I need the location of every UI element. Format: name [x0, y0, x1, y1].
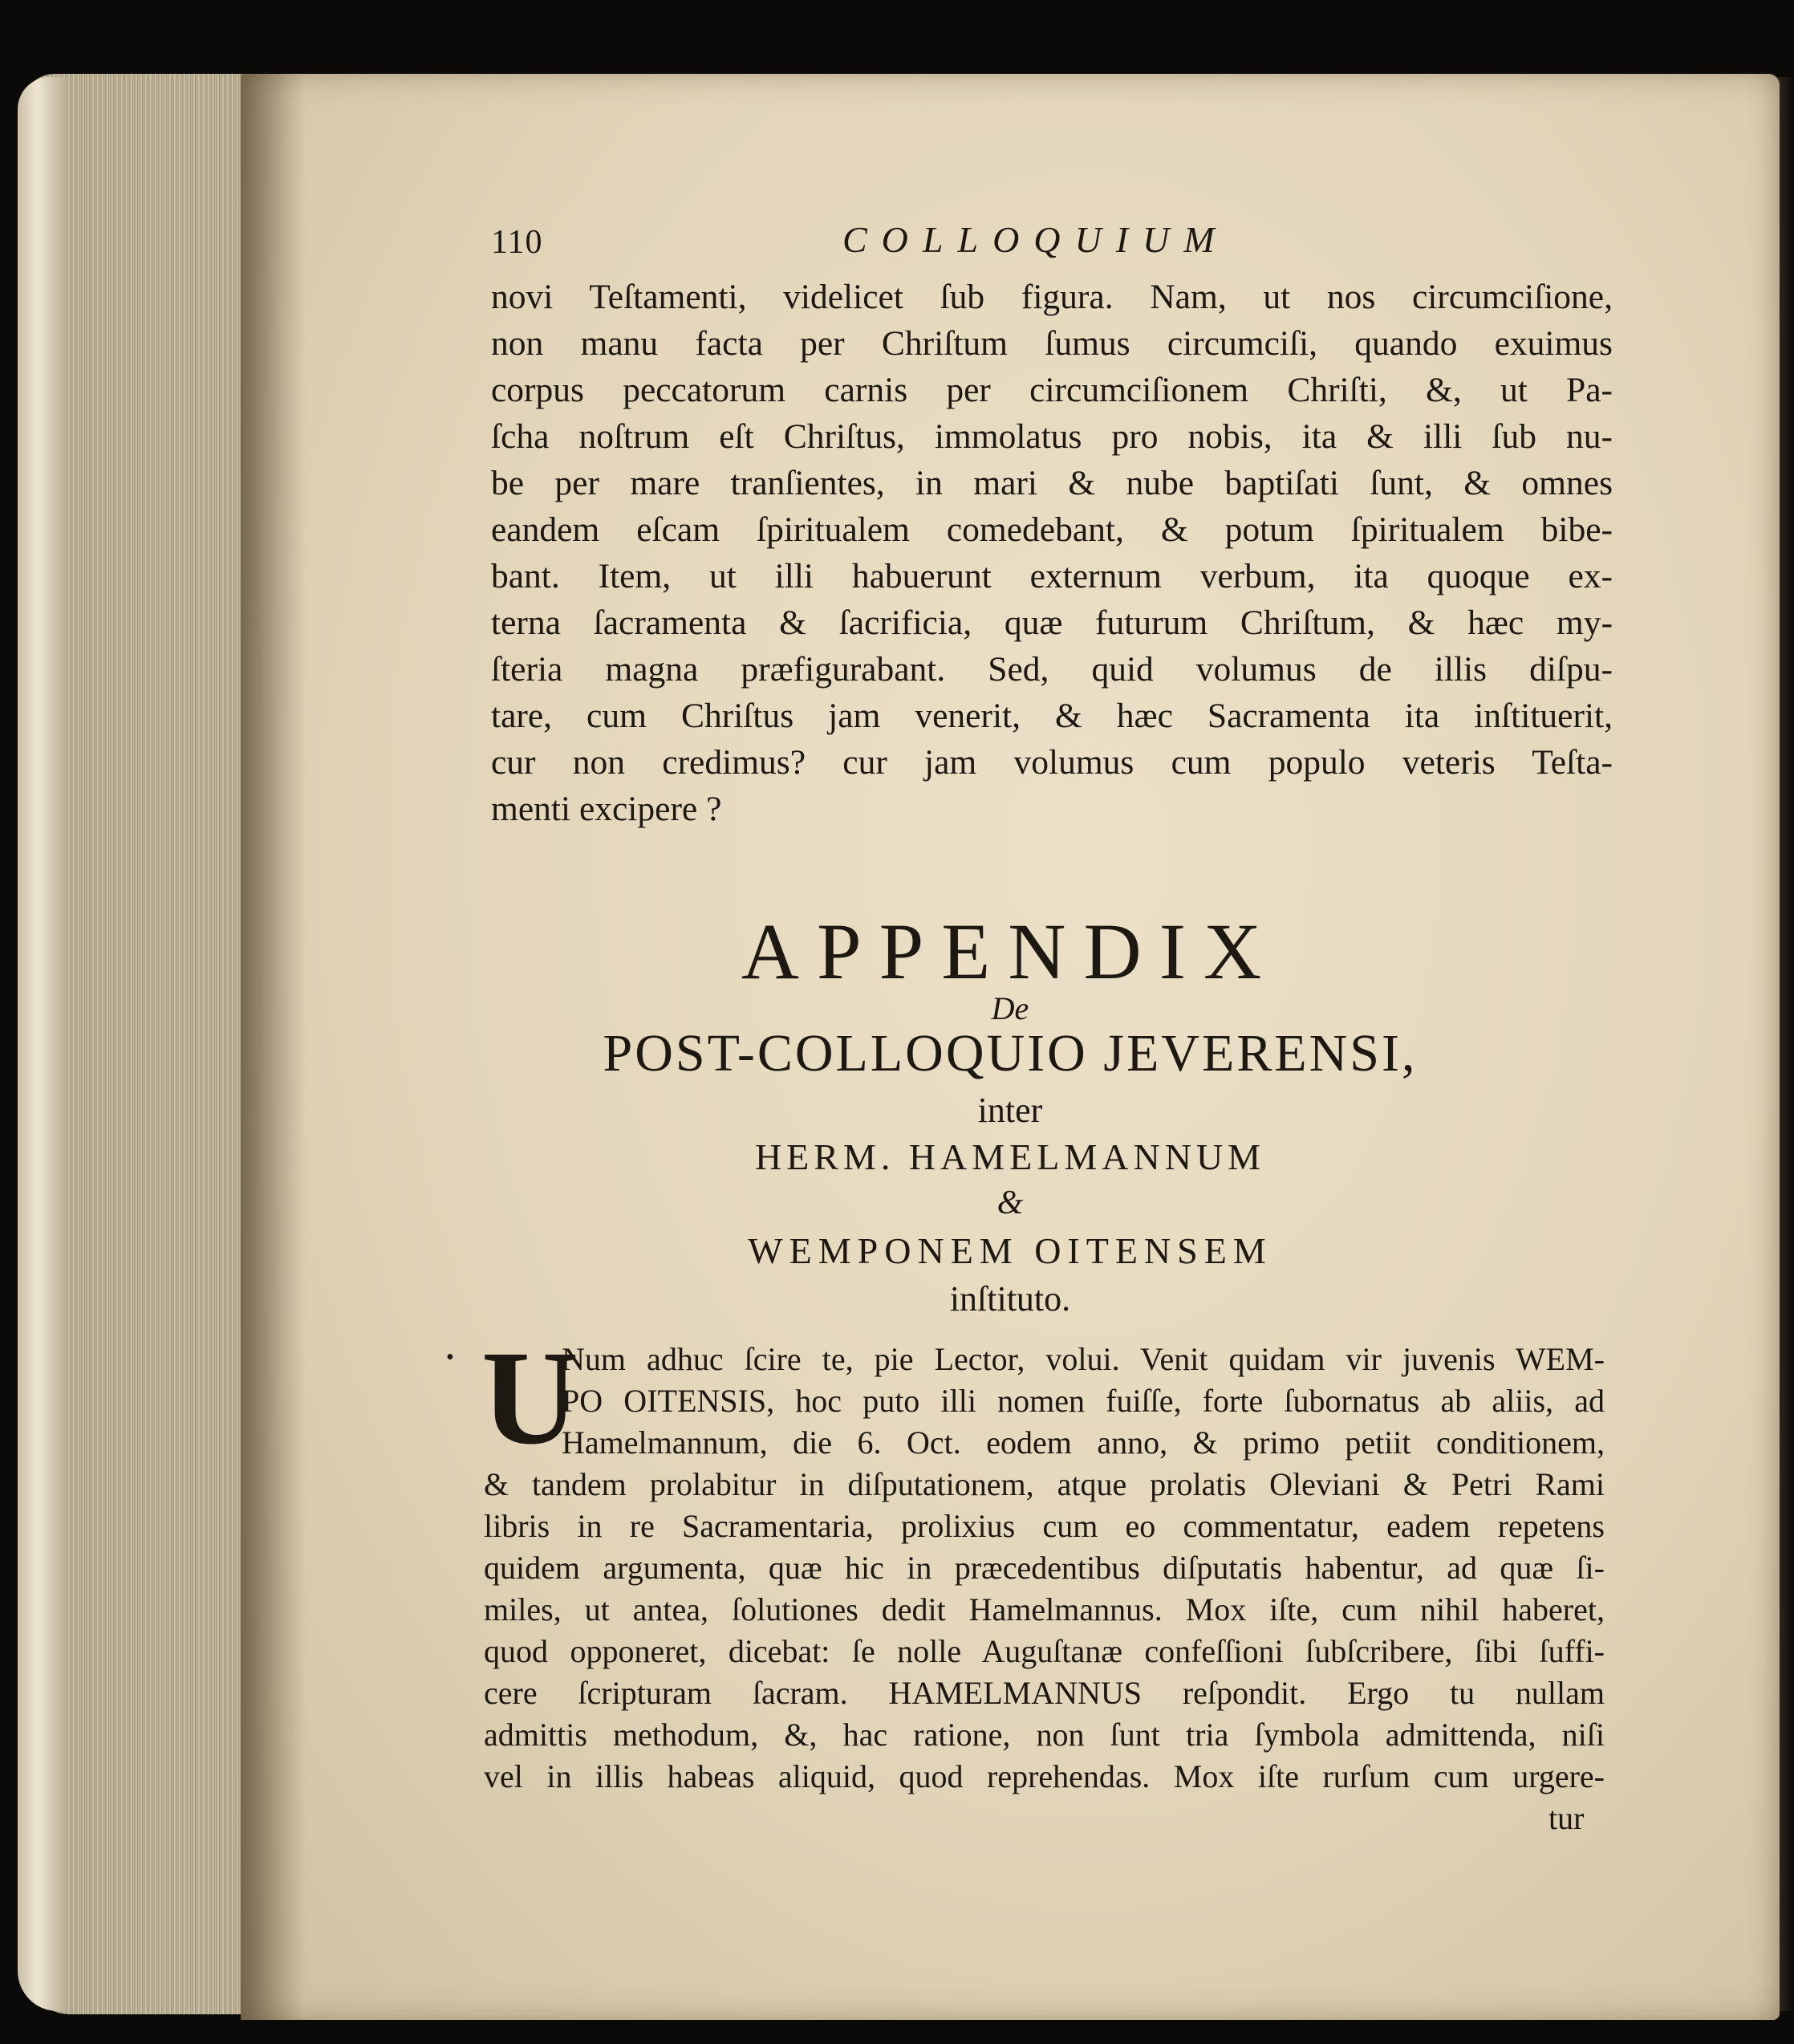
text-line: ſteria magna præfigurabant. Sed, quid volumus de illis diſpu-: [491, 650, 1613, 689]
vellum-cover-edge: [18, 77, 66, 2011]
paragraph-line: & tandem prolabitur in diſputationem, atque prolatis Oleviani & Petri Rami: [484, 1466, 1605, 1502]
drop-cap: U: [481, 1323, 579, 1473]
paragraph-line: quod opponeret, dicebat: ſe nolle Auguſtanæ confeſſioni ſubſcribere, ſibi ſuffi-: [484, 1633, 1605, 1669]
paragraph-line: PO OITENSIS, hoc puto illi nomen fuiſſe, forte ſubornatus ab aliis, ad: [562, 1383, 1605, 1419]
paragraph-line: Hamelmannum, die 6. Oct. eodem anno, & primo petiit conditionem,: [562, 1424, 1605, 1461]
paragraph-line: Num adhuc ſcire te, pie Lector, volui. Venit quidam vir juvenis WEM-: [562, 1341, 1605, 1377]
appendix-name-hamelmannum: HERM. HAMELMANNUM: [754, 1136, 1266, 1177]
text-line: non manu facta per Chriſtum ſumus circumciſi, quando exuimus: [491, 324, 1613, 363]
text-line: ſcha noſtrum eſt Chriſtus, immolatus pro nobis, ita & illi ſub nu-: [491, 417, 1613, 456]
appendix-de: De: [991, 990, 1029, 1026]
appendix-subtitle: POST-COLLOQUIO JEVERENSI,: [603, 1024, 1418, 1083]
text-line: tare, cum Chriſtus jam venerit, & hæc Sacramenta ita inſtituerit,: [491, 697, 1613, 735]
text-line: menti excipere ?: [491, 790, 722, 828]
text-line: bant. Item, ut illi habuerunt externum verbum, ita quoque ex-: [491, 557, 1613, 595]
text-line: be per mare tranſientes, in mari & nube baptiſati ſunt, & omnes: [491, 464, 1613, 502]
paragraph-line: miles, ut antea, ſolutiones dedit Hamelmannus. Mox iſte, cum nihil haberet,: [484, 1591, 1605, 1627]
running-title: COLLOQUIUM: [842, 219, 1229, 260]
text-line: eandem eſcam ſpiritualem comedebant, & potum ſpiritualem bibe-: [491, 510, 1613, 549]
paragraph-line: libris in re Sacramentaria, prolixius cum eo commentatur, eadem repetens: [484, 1508, 1605, 1544]
paragraph-line: quidem argumenta, quæ hic in præcedentibus diſputatis habentur, ad quæ ſi-: [484, 1550, 1605, 1586]
paragraph-line: cere ſcripturam ſacram. HAMELMANNUS reſpondit. Ergo tu nullam: [484, 1675, 1605, 1711]
text-line: novi Teſtamenti, videlicet ſub figura. Nam, ut nos circumciſione,: [491, 278, 1613, 316]
appendix-et: &: [996, 1185, 1024, 1221]
appendix-title: APPENDIX: [741, 907, 1280, 996]
appendix-name-wemponem: WEMPONEM OITENSEM: [748, 1230, 1272, 1271]
page-number: 110: [491, 224, 543, 261]
catchword: tur: [1548, 1800, 1585, 1836]
text-line: corpus peccatorum carnis per circumciſionem Chriſti, &, ut Pa-: [491, 371, 1613, 409]
margin-dot: •: [446, 1345, 454, 1370]
text-line: terna ſacramenta & ſacrificia, quæ futurum Chriſtum, & hæc my-: [491, 603, 1613, 642]
appendix-instituto: inſtituto.: [949, 1279, 1071, 1319]
text-line: cur non credimus? cur jam volumus cum populo veteris Teſta-: [491, 743, 1613, 782]
appendix-inter: inter: [977, 1091, 1043, 1130]
paragraph-line: admittis methodum, &, hac ratione, non ſunt tria ſymbola admittenda, niſi: [484, 1717, 1605, 1753]
paragraph-line: vel in illis habeas aliquid, quod reprehendas. Mox iſte rurſum cum urgere-: [484, 1758, 1605, 1794]
